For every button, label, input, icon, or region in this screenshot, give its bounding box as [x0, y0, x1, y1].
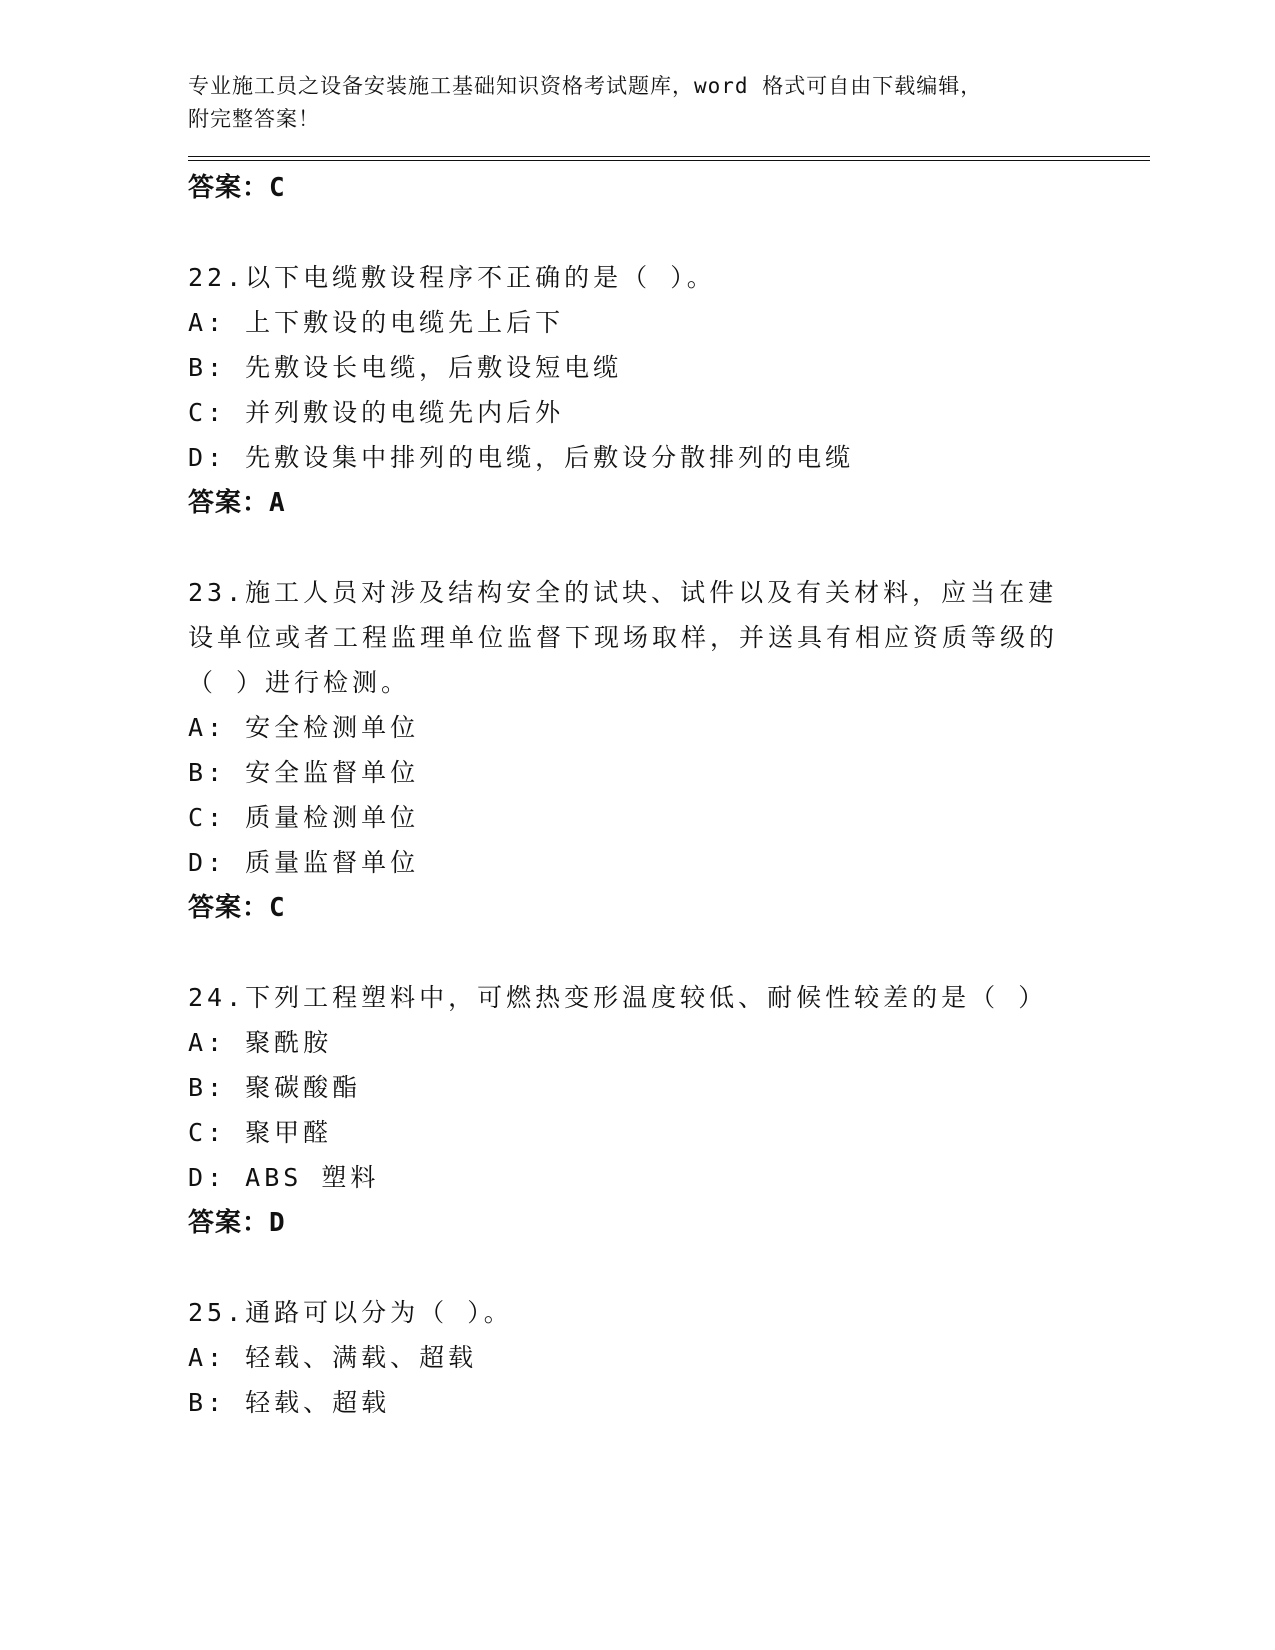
option-b: B: 先敷设长电缆，后敷设短电缆	[188, 353, 623, 382]
option-b: B: 安全监督单位	[188, 758, 420, 787]
question-25	[188, 1290, 1153, 1425]
document-header-line-2: 附完整答案！	[188, 107, 320, 131]
question-text: 24.下列工程塑料中，可燃热变形温度较低、耐候性较差的是（ ）	[188, 983, 1048, 1012]
answer-24: 答案：D	[188, 1208, 286, 1238]
option-b: B: 轻载、超载	[188, 1388, 391, 1417]
option-d: D: 质量监督单位	[188, 848, 420, 877]
question-text: 25.通路可以分为（ ）。	[188, 1298, 513, 1327]
question-text: 23.施工人员对涉及结构安全的试块、试件以及有关材料，应当在建设单位或者工程监理单位监督下现场取样，并送具有相应资质等级的（ ）进行检测。	[188, 578, 1059, 697]
document-header-line-1: 专业施工员之设备安装施工基础知识资格考试题库，word 格式可自由下载编辑，	[188, 74, 983, 98]
option-c: C: 聚甲醛	[188, 1118, 333, 1147]
option-a: A: 聚酰胺	[188, 1028, 333, 1057]
answer-22: 答案：A	[188, 488, 286, 518]
option-d: D: 先敷设集中排列的电缆，后敷设分散排列的电缆	[188, 443, 855, 472]
header-divider	[188, 156, 1150, 157]
option-b: B: 聚碳酸酯	[188, 1073, 362, 1102]
question-24	[188, 975, 1153, 1246]
option-d: D: ABS 塑料	[188, 1163, 380, 1192]
option-a: A: 安全检测单位	[188, 713, 420, 742]
option-c: C: 并列敷设的电缆先内后外	[188, 398, 565, 427]
question-22	[188, 255, 1153, 526]
option-c: C: 质量检测单位	[188, 803, 420, 832]
question-text: 22.以下电缆敷设程序不正确的是（ ）。	[188, 263, 716, 292]
option-a: A: 上下敷设的电缆先上后下	[188, 308, 565, 337]
document-page	[188, 70, 1153, 1425]
answer-23: 答案：C	[188, 893, 286, 923]
option-a: A: 轻载、满载、超载	[188, 1343, 478, 1372]
answer-21: 答案：C	[188, 173, 286, 203]
question-23	[188, 570, 1153, 931]
